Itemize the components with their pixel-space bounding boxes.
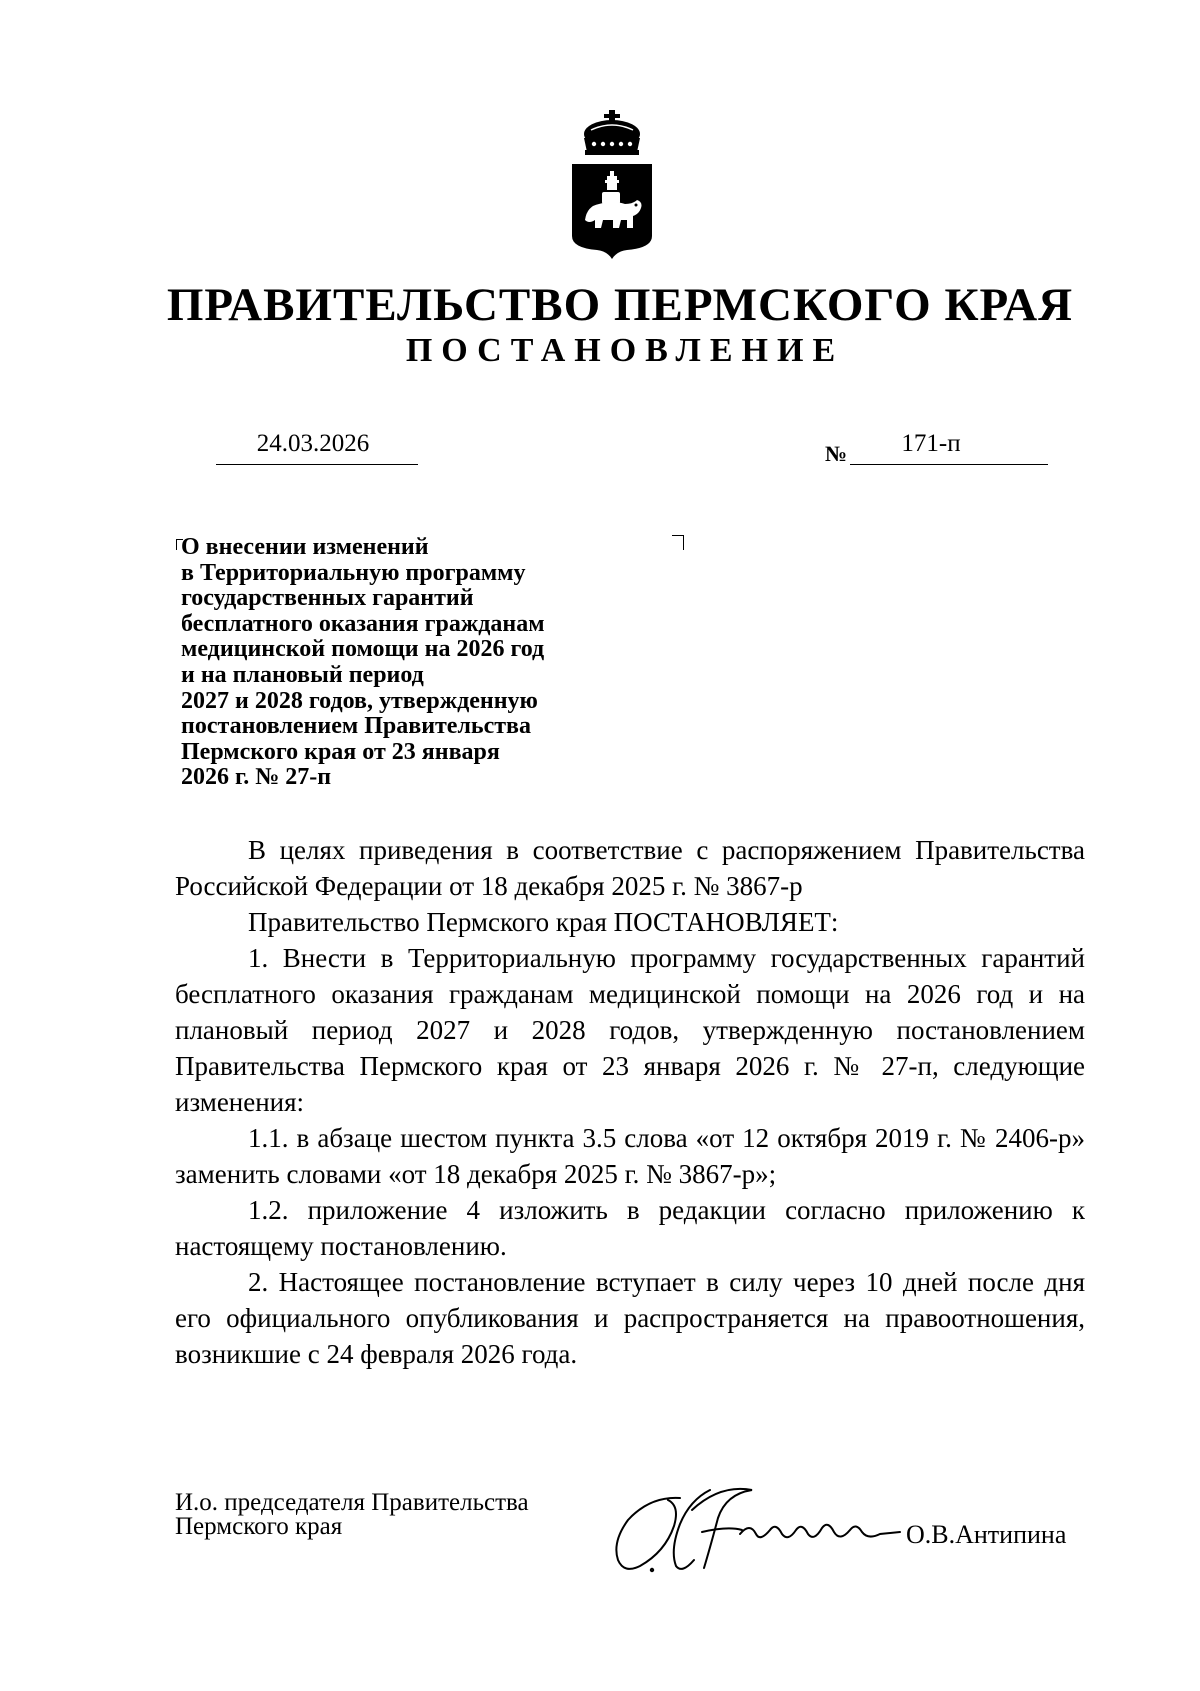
subject-line: О внесении изменений bbox=[181, 534, 429, 560]
signatory-position-line: И.о. председателя Правительства bbox=[175, 1489, 529, 1516]
signatory-position-line: Пермского края bbox=[175, 1513, 343, 1540]
subject-line: постановлением Правительства bbox=[181, 713, 532, 740]
subject-line: медицинской помощи на 2026 год bbox=[181, 636, 545, 663]
signatory-position bbox=[175, 1491, 529, 1539]
signer-name: О.В.Антипина bbox=[906, 1520, 1067, 1549]
document-number-field bbox=[850, 426, 1048, 465]
body-paragraph: В целях приведения в соответствие с распоряжением Правительства Российской Федерации от 18 декабря 2025 г. № 3867-р bbox=[175, 835, 1085, 901]
government-name: ПРАВИТЕЛЬСТВО ПЕРМСКОГО КРАЯ bbox=[166, 279, 1074, 331]
document-body bbox=[175, 832, 1085, 1372]
document-number: 171-п bbox=[901, 430, 961, 457]
subject-line: бесплатного оказания гражданам bbox=[181, 610, 545, 637]
body-paragraph: 1.1. в абзаце шестом пункта 3.5 слова «от 12 октября 2019 г. № 2406-р» заменить словами «от 18 декабря 2025 г. № 3867-р»; bbox=[175, 1123, 1085, 1189]
subject-line: 2027 и 2028 годов, утвержденную bbox=[181, 687, 538, 714]
handwritten-signature-icon bbox=[610, 1470, 910, 1580]
body-paragraph: 1.2. приложение 4 изложить в редакции согласно приложению к настоящему постановлению. bbox=[175, 1195, 1085, 1261]
subject-line: и на плановый период bbox=[181, 661, 424, 688]
subject-line: государственных гарантий bbox=[181, 585, 474, 612]
subject-bracket-right bbox=[672, 535, 684, 550]
subject-line: 2026 г. № 27-п bbox=[181, 764, 332, 791]
document-date-field bbox=[216, 426, 418, 465]
perm-krai-coat-of-arms-icon bbox=[569, 108, 655, 260]
body-paragraph: 2. Настоящее постановление вступает в силу через 10 дней после дня его официального опубликования и распространяется на правоотношения, возникшие с 24 февраля 2026 года. bbox=[175, 1267, 1085, 1369]
subject-line: Пермского края от 23 января bbox=[181, 738, 500, 765]
subject-line: в Территориальную программу bbox=[181, 559, 526, 586]
document-date: 24.03.2026 bbox=[256, 430, 370, 457]
document-subject bbox=[181, 535, 661, 791]
body-paragraph: 1. Внести в Территориальную программу государственных гарантий бесплатного оказания гражданам медицинской помощи на 2026 год и на плановый период 2027 и 2028 годов, утвержденную постановлением Правительства Пермского края от 23 января 2026 г. № 27-п, следующие изменения: bbox=[175, 943, 1085, 1117]
document-type: ПОСТАНОВЛЕНИЕ bbox=[405, 332, 845, 369]
body-paragraph: Правительство Пермского края ПОСТАНОВЛЯЕТ: bbox=[248, 907, 839, 937]
number-sign: № bbox=[825, 441, 848, 466]
